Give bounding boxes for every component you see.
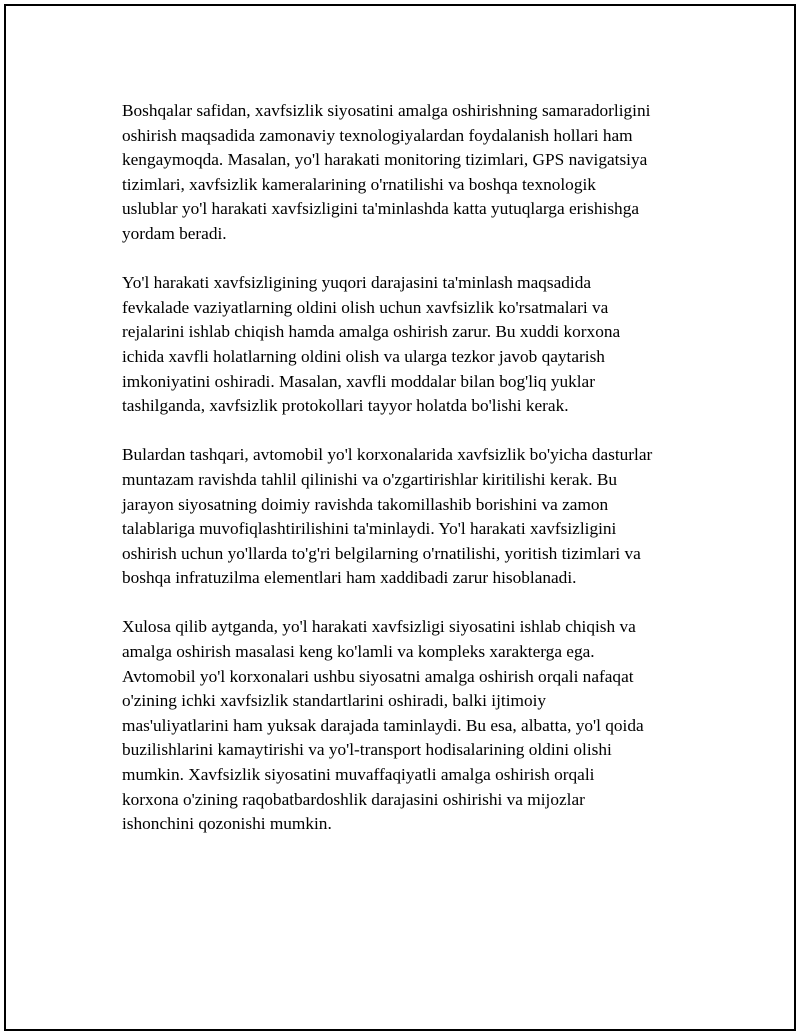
- paragraph-2: [122, 271, 712, 419]
- text-line: uslublar yo'l harakati xavfsizligini ta'minlashda katta yutuqlarga erishishga: [122, 199, 640, 219]
- paragraph-3: [122, 443, 712, 591]
- text-line: muntazam ravishda tahlil qilinishi va o'zgartirishlar kiritilishi kerak. Bu: [122, 469, 618, 489]
- text-line: Yo'l harakati xavfsizligining yuqori darajasini ta'minlash maqsadida: [122, 273, 592, 293]
- text-line: Bulardan tashqari, avtomobil yo'l korxonalarida xavfsizlik bo'yicha dasturlar: [122, 445, 653, 465]
- text-line: ichida xavfli holatlarning oldini olish va ularga tezkor javob qaytarish: [122, 346, 605, 366]
- text-line: buzilishlarini kamaytirishi va yo'l-transport hodisalarining oldini olishi: [122, 740, 612, 760]
- text-line: tizimlari, xavfsizlik kameralarining o'rnatilishi va boshqa texnologik: [122, 174, 596, 194]
- text-line: o'zining ichki xavfsizlik standartlarini oshiradi, balki ijtimoiy: [122, 691, 547, 711]
- text-line: talablariga muvofiqlashtirilishini ta'minlaydi. Yo'l harakati xavfsizligini: [122, 519, 617, 539]
- text-line: yordam beradi.: [122, 223, 227, 243]
- text-line: oshirish uchun yo'llarda to'g'ri belgilarning o'rnatilishi, yoritish tizimlari va: [122, 543, 641, 563]
- text-line: Xulosa qilib aytganda, yo'l harakati xavfsizligi siyosatini ishlab chiqish va: [122, 617, 636, 637]
- text-line: oshirish maqsadida zamonaviy texnologiyalardan foydalanish hollari ham: [122, 125, 633, 145]
- text-line: imkoniyatini oshiradi. Masalan, xavfli moddalar bilan bog'liq yuklar: [122, 371, 595, 391]
- text-line: boshqa infratuzilma elementlari ham xaddibadi zarur hisoblanadi.: [122, 568, 577, 588]
- paragraph-4: [122, 615, 712, 836]
- text-line: korxona o'zining raqobatbardoshlik darajasini oshirishi va mijozlar: [122, 789, 585, 809]
- text-line: amalga oshirish masalasi keng ko'lamli va kompleks xarakterga ega.: [122, 642, 595, 662]
- document-body: [122, 99, 712, 861]
- page-frame: [4, 4, 796, 1031]
- text-line: mumkin. Xavfsizlik siyosatini muvaffaqiyatli amalga oshirish orqali: [122, 765, 595, 785]
- text-line: Boshqalar safidan, xavfsizlik siyosatini amalga oshirishning samaradorligini: [122, 101, 651, 120]
- text-line: jarayon siyosatning doimiy ravishda takomillashib borishini va zamon: [122, 494, 609, 514]
- paragraph-1: [122, 99, 712, 247]
- text-line: tashilganda, xavfsizlik protokollari tayyor holatda bo'lishi kerak.: [122, 396, 569, 416]
- text-line: Avtomobil yo'l korxonalari ushbu siyosatni amalga oshirish orqali nafaqat: [122, 666, 634, 686]
- text-line: mas'uliyatlarini ham yuksak darajada taminlaydi. Bu esa, albatta, yo'l qoida: [122, 715, 644, 735]
- text-line: ishonchini qozonishi mumkin.: [122, 814, 332, 834]
- text-line: fevkalade vaziyatlarning oldini olish uchun xavfsizlik ko'rsatmalari va: [122, 297, 609, 317]
- text-line: rejalarini ishlab chiqish hamda amalga oshirish zarur. Bu xuddi korxona: [122, 322, 621, 342]
- text-line: kengaymoqda. Masalan, yo'l harakati monitoring tizimlari, GPS navigatsiya: [122, 150, 648, 170]
